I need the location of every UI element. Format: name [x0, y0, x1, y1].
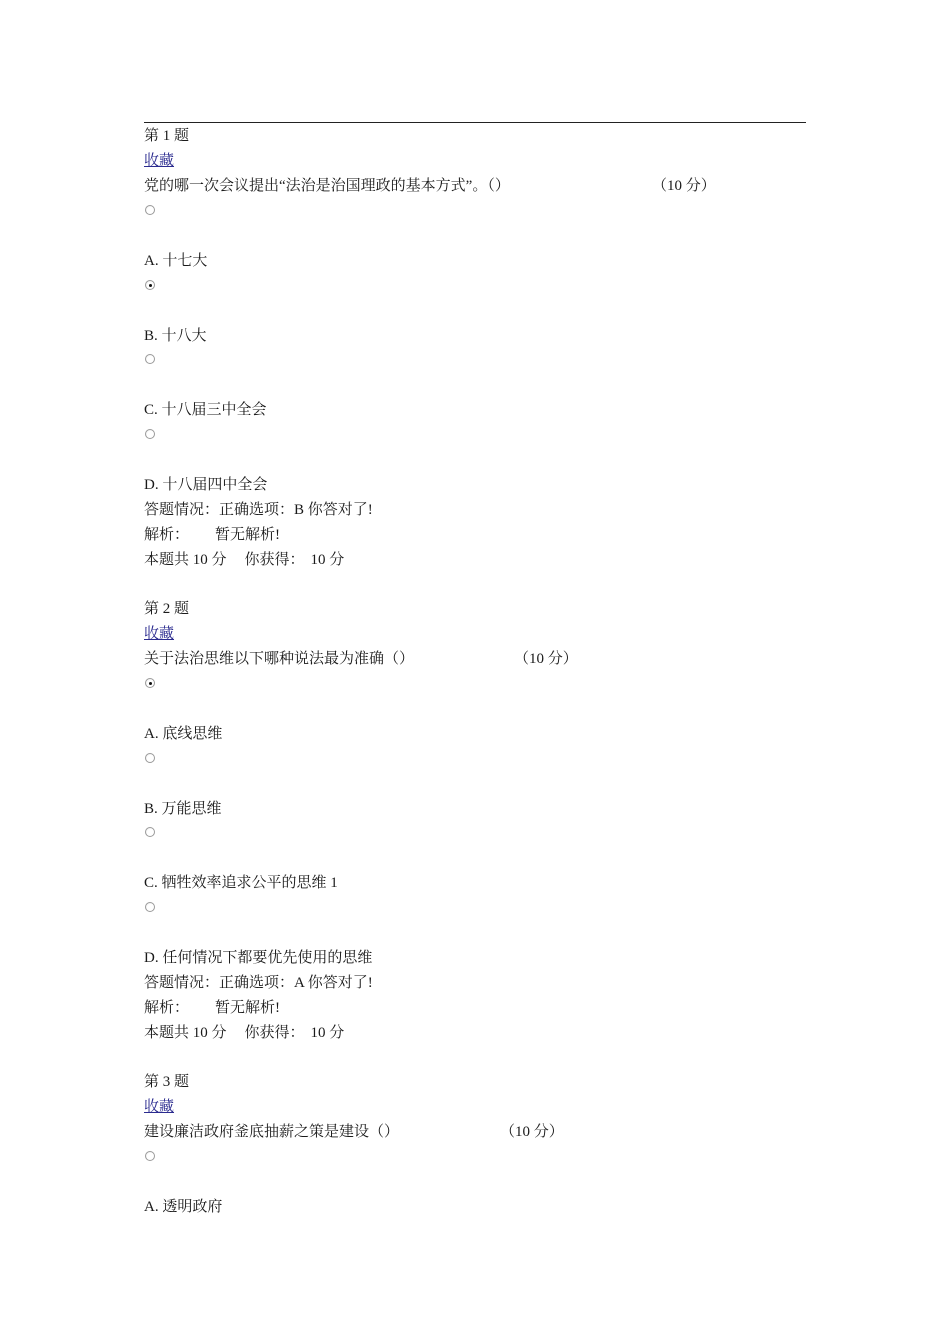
answer-result-label: 答题情况：	[144, 975, 220, 991]
radio-option-b[interactable]	[145, 280, 155, 290]
question-score: （10 分）	[500, 1124, 564, 1140]
option-d-label: D. 十八届四中全会	[144, 477, 268, 493]
favorite-link[interactable]: 收藏	[144, 626, 175, 642]
analysis-value: 暂无解析!	[215, 1000, 281, 1016]
option-b-label: B. 万能思维	[144, 801, 222, 817]
answer-result-value: 正确选项：A 你答对了!	[219, 975, 373, 991]
earned-label: 你获得：	[244, 1025, 305, 1041]
top-divider	[144, 122, 806, 123]
favorite-link[interactable]: 收藏	[144, 153, 175, 169]
earned-label: 你获得：	[244, 552, 305, 568]
radio-option-c[interactable]	[145, 354, 155, 364]
total-score: 本题共 10 分	[144, 1025, 227, 1041]
earned-value: 10 分	[310, 552, 345, 568]
question-text: 党的哪一次会议提出“法治是治国理政的基本方式”。（）	[144, 178, 510, 194]
option-a-label: A. 底线思维	[144, 726, 223, 742]
radio-option-a[interactable]	[145, 1151, 155, 1161]
question-score: （10 分）	[514, 651, 578, 667]
earned-value: 10 分	[310, 1025, 345, 1041]
option-a-label: A. 十七大	[144, 253, 208, 269]
favorite-link[interactable]: 收藏	[144, 1099, 175, 1115]
score-summary	[144, 1023, 344, 1043]
analysis-label: 解析：	[144, 527, 190, 543]
question-number: 第 3 题	[144, 1074, 190, 1090]
option-c-label: C. 牺牲效率追求公平的思维 1	[144, 875, 338, 891]
question-number: 第 1 题	[144, 128, 190, 144]
question-text: 建设廉洁政府釜底抽薪之策是建设（）	[144, 1124, 400, 1140]
option-c-label: C. 十八届三中全会	[144, 402, 267, 418]
answer-result-label: 答题情况：	[144, 502, 220, 518]
radio-option-d[interactable]	[145, 429, 155, 439]
answer-result-value: 正确选项：B 你答对了!	[219, 502, 373, 518]
radio-option-b[interactable]	[145, 753, 155, 763]
analysis-label: 解析：	[144, 1000, 190, 1016]
score-summary	[144, 550, 344, 570]
option-d-label: D. 任何情况下都要优先使用的思维	[144, 950, 373, 966]
radio-option-c[interactable]	[145, 827, 155, 837]
radio-option-a[interactable]	[145, 678, 155, 688]
total-score: 本题共 10 分	[144, 552, 227, 568]
option-b-label: B. 十八大	[144, 328, 207, 344]
question-number: 第 2 题	[144, 601, 190, 617]
answer-result	[144, 973, 373, 993]
question-text: 关于法治思维以下哪种说法最为准确（）	[144, 651, 415, 667]
analysis-value: 暂无解析!	[215, 527, 281, 543]
analysis	[144, 525, 280, 545]
radio-option-d[interactable]	[145, 902, 155, 912]
radio-option-a[interactable]	[145, 205, 155, 215]
analysis	[144, 998, 280, 1018]
answer-result	[144, 500, 373, 520]
option-a-label: A. 透明政府	[144, 1199, 223, 1215]
question-score: （10 分）	[652, 178, 716, 194]
